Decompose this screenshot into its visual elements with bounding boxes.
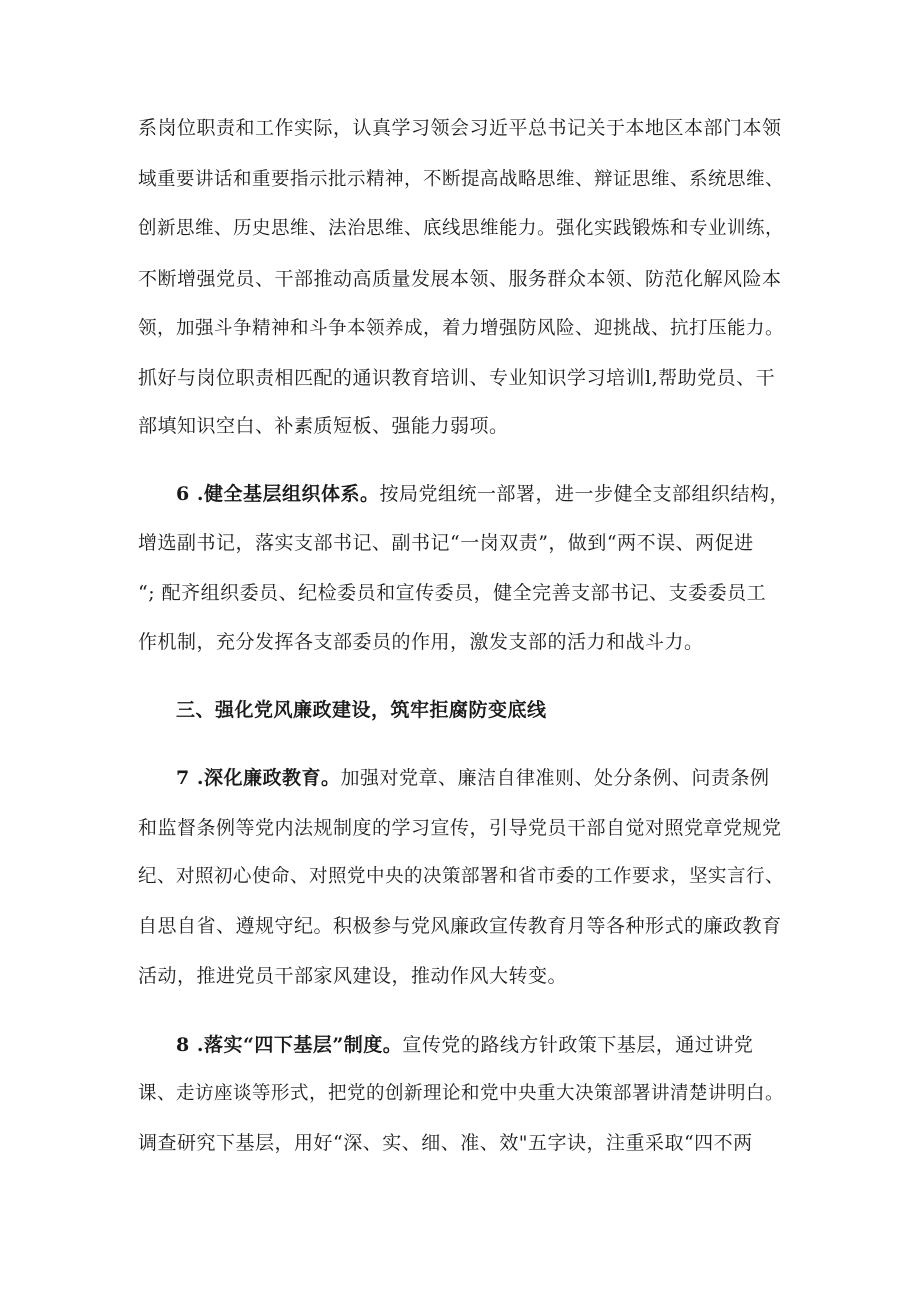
paragraph-line: “; 配齐组织委员、纪检委员和宣传委员，健全完善支部书记、支委委员工 bbox=[138, 582, 767, 604]
paragraph-line: 作机制，充分发挥各支部委员的作用，激发支部的活力和战斗力。 bbox=[138, 631, 704, 653]
paragraph-line: 领，加强斗争精神和斗争本领养成，着力增强防风险、迎挑战、抗打压能力。 bbox=[138, 318, 785, 339]
paragraph-line: 自思自省、遵规守纪。积极参与党风廉政宣传教育月等各种形式的廉政教育 bbox=[138, 915, 782, 937]
paragraph-line: 纪、对照初心使命、对照党中央的决策部署和省市委的工作要求，坚实言行、 bbox=[138, 866, 785, 887]
paragraph-lead-title: 8 .落实“四下基层”制度。 bbox=[176, 1034, 403, 1056]
paragraph-lead-title: 7 .深化廉政教育。 bbox=[176, 767, 341, 789]
paragraph-line: 创新思维、历史思维、法治思维、底线思维能力。强化实践锻炼和专业训练， bbox=[138, 218, 785, 239]
paragraph-line: 部填知识空白、补素质短板、强能力弱项。 bbox=[138, 415, 509, 437]
paragraph-text: 按局党组统一部署，进一步健全支部组织结构， bbox=[379, 483, 789, 505]
paragraph-line: 抓好与岗位职责相匹配的通识教育培训、专业知识学习培训l,帮助党员、干 bbox=[138, 367, 776, 389]
paragraph-text: 宣传党的路线方针政策下基层，通过讲党 bbox=[402, 1034, 754, 1056]
paragraph-line: 课、走访座谈等形式，把党的创新理论和党中央重大决策部署讲清楚讲明白。 bbox=[138, 1083, 785, 1104]
paragraph-line: 和监督条例等党内法规制度的学习宣传，引导党员干部自觉对照党章党规党 bbox=[138, 817, 782, 839]
paragraph-line: 系岗位职责和工作实际，认真学习领会习近平总书记关于本地区本部门本领 bbox=[138, 117, 782, 139]
paragraph-first-line bbox=[176, 481, 789, 507]
paragraph-first-line bbox=[176, 765, 769, 791]
paragraph-first-line bbox=[176, 1032, 753, 1058]
paragraph-text: 加强对党章、廉洁自律准则、处分条例、问责条例 bbox=[340, 767, 770, 789]
paragraph-line: 不断增强党员、干部推动高质量发展本领、服务群众本领、防范化解风险本 bbox=[138, 268, 782, 290]
paragraph-line: 活动，推进党员干部家风建设，推动作风大转变。 bbox=[138, 965, 568, 987]
section-heading: 三、强化党风廉政建设，筑牢拒腐防变底线 bbox=[176, 699, 547, 721]
paragraph-lead-title: 6 .健全基层组织体系。 bbox=[176, 483, 380, 505]
paragraph-line: 调查研究下基层，用好“深、实、细、准、效"五字诀，注重采取“四不两 bbox=[138, 1132, 753, 1154]
paragraph-line: 域重要讲话和重要指示批示精神，不断提高战略思维、辩证思维、系统思维、 bbox=[138, 169, 785, 190]
paragraph-line: 增选副书记，落实支部书记、副书记“一岗双责”，做到“两不误、两促进 bbox=[138, 532, 754, 554]
